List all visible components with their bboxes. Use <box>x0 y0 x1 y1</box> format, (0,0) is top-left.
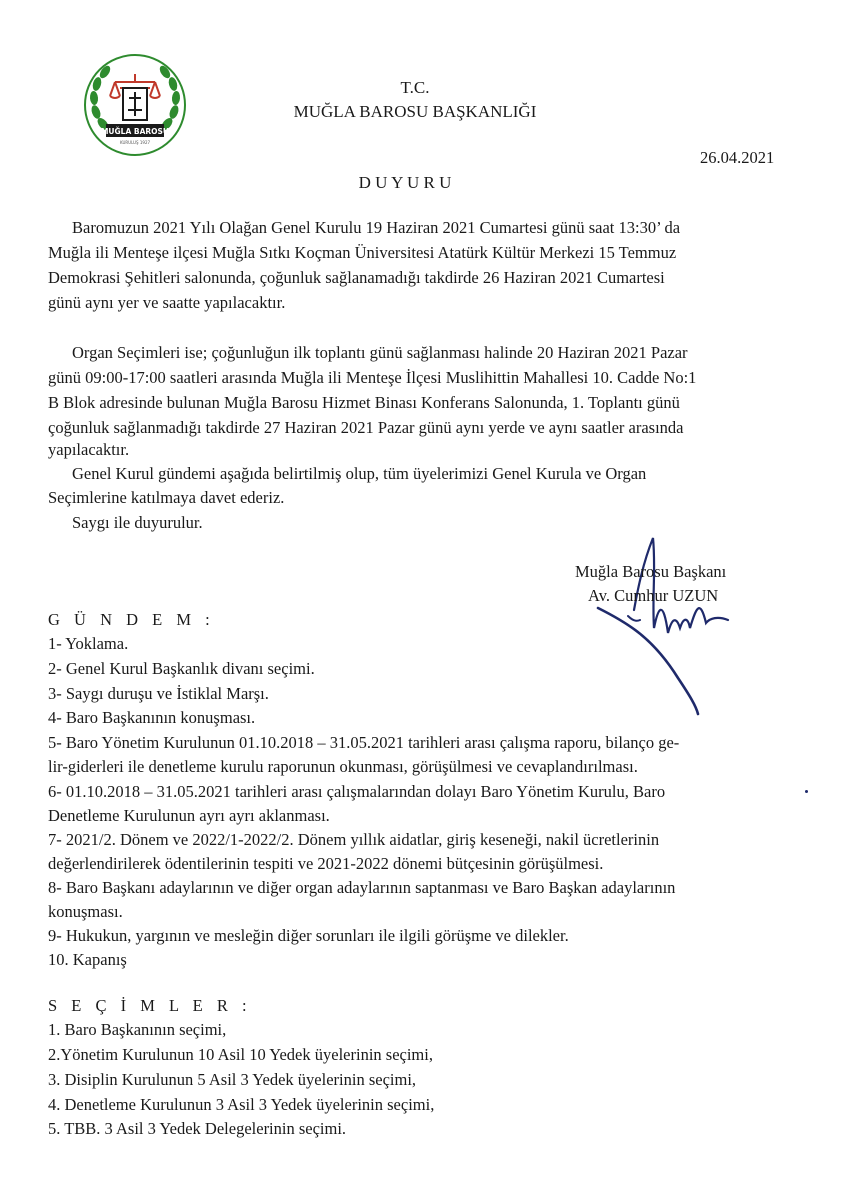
document-title: D U Y U R U <box>358 173 452 192</box>
agenda-item: Denetleme Kurulunun ayrı ayrı aklanması. <box>48 806 330 825</box>
logo-subtext: KURULUŞ 1927 <box>119 140 151 145</box>
agenda-item: 1- Yoklama. <box>48 634 129 653</box>
agenda-item: 9- Hukukun, yargının ve mesleğin diğer sorunları ile ilgili görüşme ve dilekler. <box>48 926 569 945</box>
agenda-item: 4- Baro Başkanının konuşması. <box>48 708 256 727</box>
agenda-item: değerlendirilerek ödentilerinin tespiti ve 2021-2022 dönemi bütçesinin görüşülmesi. <box>48 854 604 873</box>
paragraph-line: B Blok adresinde bulunan Muğla Barosu Hizmet Binası Konferans Salonunda, 1. Toplantı günü <box>48 393 680 412</box>
agenda-item: 5- Baro Yönetim Kurulunun 01.10.2018 – 31.05.2021 tarihleri arası çalışma raporu, bilanço ge- <box>48 733 680 752</box>
agenda-item: 7- 2021/2. Dönem ve 2022/1-2022/2. Dönem yıllık aidatlar, giriş keseneği, nakil ücretlerinin <box>48 830 660 849</box>
closing-line: Saygı ile duyurulur. <box>72 513 203 532</box>
paragraph-line: Muğla ili Menteşe ilçesi Muğla Sıtkı Koçman Üniversitesi Atatürk Kültür Merkezi 15 Temmuz <box>48 243 677 262</box>
paragraph-line: yapılacaktır. <box>48 440 130 459</box>
agenda-item: 2- Genel Kurul Başkanlık divanı seçimi. <box>48 659 315 678</box>
muğla-barosu-logo <box>82 52 188 158</box>
paragraph-line: çoğunluk sağlanmadığı takdirde 27 Haziran 2021 Pazar günü aynı yerde ve aynı saatler arasında <box>48 418 684 437</box>
paragraph-line: Baromuzun 2021 Yılı Olağan Genel Kurulu 19 Haziran 2021 Cumartesi günü saat 13:30’ da <box>72 218 681 237</box>
paragraph-line: Demokrasi Şehitleri salonunda, çoğunluk sağlanamadığı takdirde 26 Haziran 2021 Cumartesi <box>48 268 665 287</box>
agenda-item: 6- 01.10.2018 – 31.05.2021 tarihleri arası çalışmalarından dolayı Baro Yönetim Kurulu, Baro <box>48 782 666 801</box>
agenda-item: lir-giderleri ile denetleme kurulu raporunun okunması, görüşülmesi ve cevaplandırılması. <box>48 757 638 776</box>
agenda-item: 3- Saygı duruşu ve İstiklal Marşı. <box>48 684 269 703</box>
election-item: 2.Yönetim Kurulunun 10 Asil 10 Yedek üyelerinin seçimi, <box>48 1045 433 1064</box>
election-item: 3. Disiplin Kurulunun 5 Asil 3 Yedek üyelerinin seçimi, <box>48 1070 417 1089</box>
agenda-item: 8- Baro Başkanı adaylarının ve diğer organ adaylarının saptanması ve Baro Başkan adaylarının <box>48 878 676 897</box>
agenda-item: 10. Kapanış <box>48 950 127 969</box>
paragraph-line: Organ Seçimleri ise; çoğunluğun ilk toplantı günü sağlanması halinde 20 Haziran 2021 Pazar <box>72 343 688 362</box>
paragraph-line: günü 09:00-17:00 saatleri arasında Muğla ili Menteşe İlçesi Muslihittin Mahallesi 10. Cadde No:1 <box>48 368 697 387</box>
signatory-title: Muğla Barosu Başkanı <box>575 562 727 581</box>
header-organization: MUĞLA BAROSU BAŞKANLIĞI <box>293 102 537 121</box>
signatory-name: Av. Cumhur UZUN <box>588 586 719 605</box>
election-item: 4. Denetleme Kurulunun 3 Asil 3 Yedek üyelerinin seçimi, <box>48 1095 435 1114</box>
agenda-item: konuşması. <box>48 902 123 921</box>
paragraph-line: Genel Kurul gündemi aşağıda belirtilmiş olup, tüm üyelerimizi Genel Kurula ve Organ <box>72 464 647 483</box>
header-tc: T.C. <box>400 78 430 97</box>
election-item: 1. Baro Başkanının seçimi, <box>48 1020 227 1039</box>
agenda-heading: G Ü N D E M : <box>48 610 215 629</box>
logo-text: MUĞLA BAROSU <box>100 127 170 136</box>
election-item: 5. TBB. 3 Asil 3 Yedek Delegelerinin seçimi. <box>48 1119 347 1138</box>
document-date: 26.04.2021 <box>700 148 775 167</box>
ink-dot <box>805 790 808 793</box>
handwritten-signature <box>568 528 768 718</box>
paragraph-line: günü aynı yer ve saatte yapılacaktır. <box>48 293 286 312</box>
paragraph-line: Seçimlerine katılmaya davet ederiz. <box>48 488 285 507</box>
elections-heading: S E Ç İ M L E R : <box>48 996 252 1015</box>
